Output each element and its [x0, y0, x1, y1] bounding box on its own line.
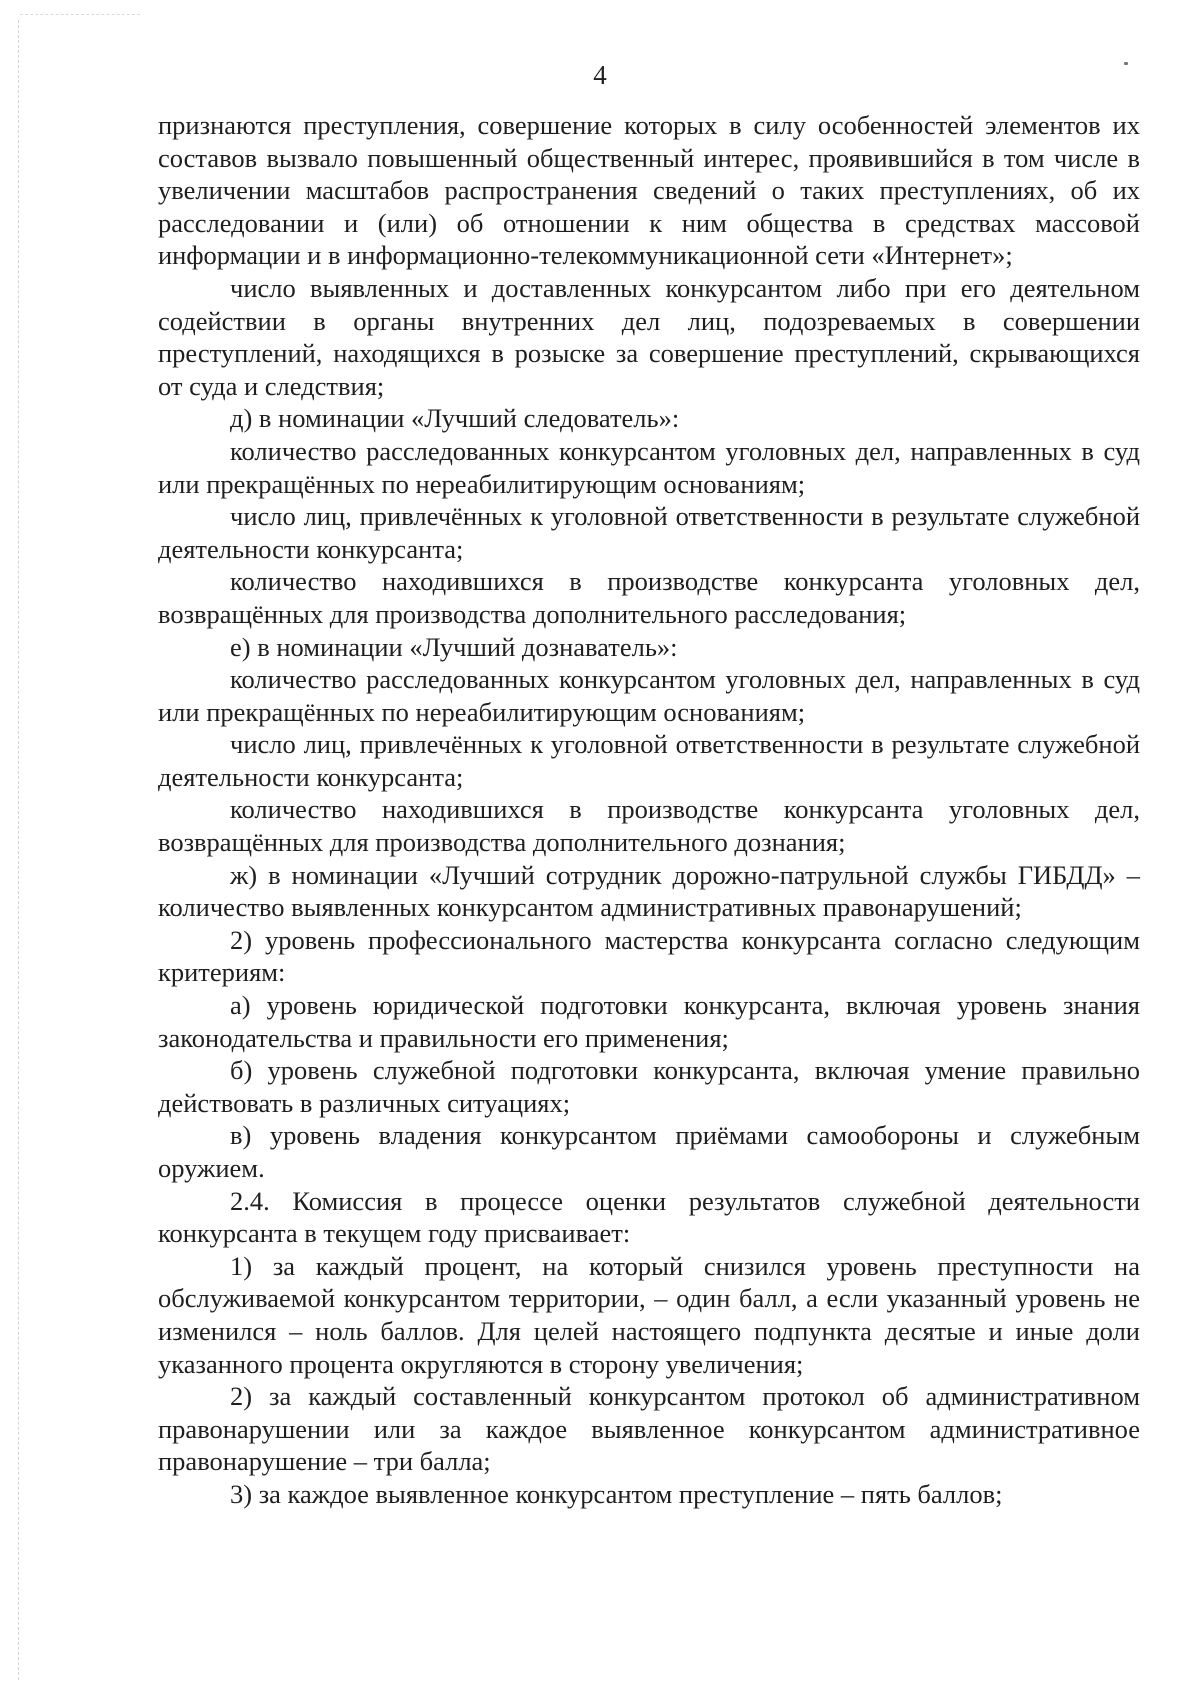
paragraph: количество находившихся в производстве конкурсанта уголовных дел, возвращённых для производства дополнительного расследования; — [158, 566, 1140, 629]
paragraph-subheading: е) в номинации «Лучший дознаватель»: — [230, 631, 678, 662]
scan-border-top — [20, 14, 140, 15]
document-body-text — [158, 109, 1140, 1511]
paragraph-section: 2.4. Комиссия в процессе оценки результатов служебной деятельности конкурсанта в текущем году присваивает: — [158, 1185, 1140, 1249]
paragraph: количество расследованных конкурсантом уголовных дел, направленных в суд или прекращённых по нереабилитирующим основаниям; — [158, 435, 1140, 499]
paragraph-subheading: д) в номинации «Лучший следователь»: — [230, 403, 680, 434]
paragraph: ж) в номинации «Лучший сотрудник дорожно-патрульной службы ГИБДД» – количество выявленных конкурсантом административных правонарушений; — [158, 859, 1140, 923]
paragraph: 2) за каждый составленный конкурсантом протокол об административном правонарушении или за каждое выявленное конкурсантом административное правонарушение – три балла; — [158, 1381, 1140, 1477]
page-number: 4 — [593, 60, 607, 90]
paragraph: количество находившихся в производстве конкурсанта уголовных дел, возвращённых для производства дополнительного дознания; — [158, 794, 1140, 858]
paragraph: б) уровень служебной подготовки конкурсанта, включая умение правильно действовать в различных ситуациях; — [158, 1055, 1140, 1118]
paragraph: 3) за каждое выявленное конкурсантом преступление – пять баллов; — [230, 1478, 1003, 1509]
paragraph: в) уровень владения конкурсантом приёмами самообороны и служебным оружием. — [158, 1120, 1140, 1183]
paragraph: а) уровень юридической подготовки конкурсанта, включая уровень знания законодательства и правильности его применения; — [158, 990, 1140, 1053]
scan-border-left — [18, 20, 19, 1680]
paragraph: 2) уровень профессионального мастерства конкурсанта согласно следующим критериям: — [158, 924, 1140, 988]
paragraph-continuation: признаются преступления, совершение которых в силу особенностей элементов их составов вызвало повышенный общественный интерес, проявившийся в том числе в увеличении масштабов распространения сведений о таких преступлениях, об их расследовании и (или) об отношении к ним общества в средствах массовой информации и в информационно-телекоммуникационной сети «Интернет»; — [158, 110, 1140, 271]
paragraph: число лиц, привлечённых к уголовной ответственности в результате служебной деятельности конкурсанта; — [158, 729, 1140, 792]
paragraph: число лиц, привлечённых к уголовной ответственности в результате служебной деятельности конкурсанта; — [158, 501, 1140, 564]
paragraph: 1) за каждый процент, на который снизился уровень преступности на обслуживаемой конкурсантом территории, – один балл, а если указанный уровень не изменился – ноль баллов. Для целей настоящего подпункта десятые и иные доли указанного процента округляются в сторону увеличения; — [158, 1250, 1140, 1379]
paragraph: число выявленных и доставленных конкурсантом либо при его деятельном содействии в органы внутренних дел лиц, подозреваемых в совершении преступлений, находящихся в розыске за совершение преступлений, скрывающихся от суда и следствия; — [158, 272, 1140, 401]
paragraph: количество расследованных конкурсантом уголовных дел, направленных в суд или прекращённых по нереабилитирующим основаниям; — [158, 664, 1140, 727]
